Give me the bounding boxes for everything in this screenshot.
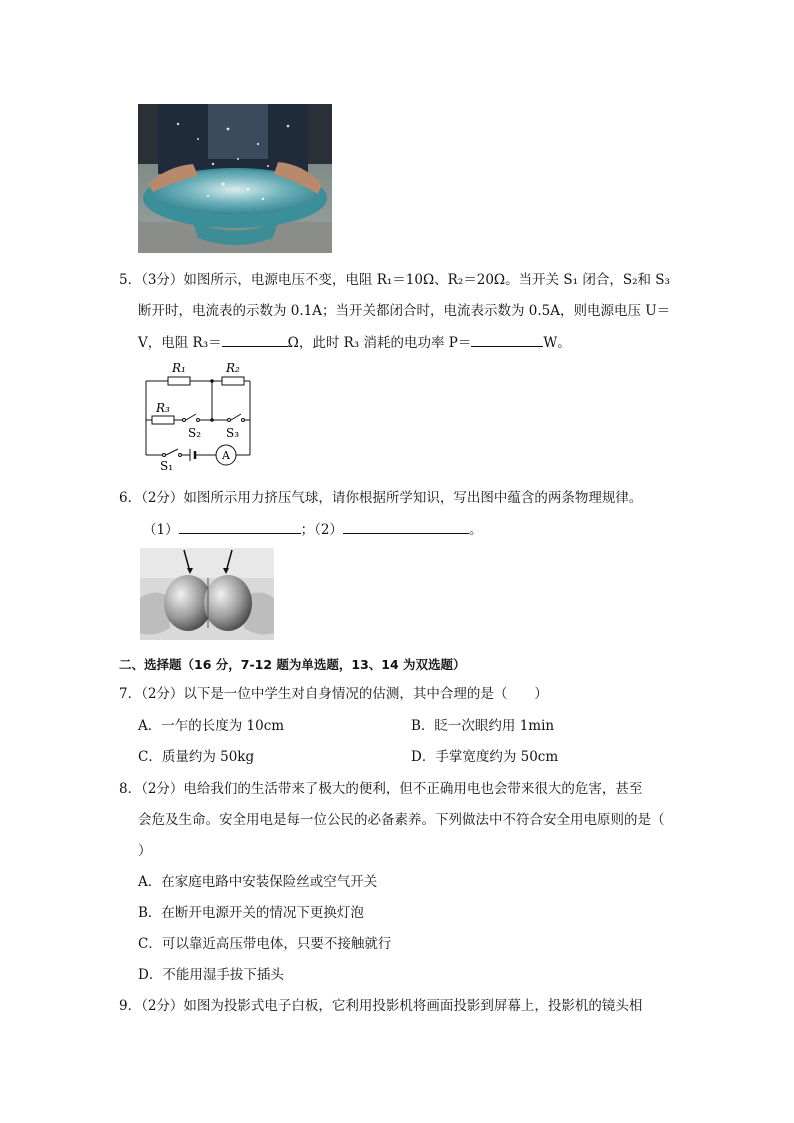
q5-blank-power[interactable] [471,334,543,347]
circuit-label-s2: S₂ [188,426,202,440]
q7-option-a[interactable]: A．一乍的长度为 10cm [138,718,285,734]
water-basin-photo [138,104,332,253]
section-heading: 二、选择题（16 分，7-12 题为单选题，13、14 为双选题） [119,657,466,672]
q7-option-b[interactable]: B．眨一次眼约用 1min [411,718,555,734]
q8-option-d[interactable]: D．不能用湿手拔下插头 [138,967,284,983]
q8-option-b[interactable]: B．在断开电源开关的情况下更换灯泡 [138,905,364,921]
q8-option-a[interactable]: A．在家庭电路中安装保险丝或空气开关 [138,874,378,890]
circuit-label-s1: S₁ [160,459,174,473]
q5-line1: 5．（3分）如图所示，电源电压不变，电阻 R₁＝10Ω、R₂＝20Ω。当开关 S₁ 闭合，S₂和 S₃ [119,272,670,288]
q6-part2-label: ；（2） [300,522,343,538]
q6-end: 。 [468,522,483,538]
circuit-label-r1: R₁ [172,361,186,375]
q5-line3 [138,334,571,351]
q8-line3: ） [138,843,152,859]
q6-blank-1[interactable] [179,521,301,534]
q6-line2 [143,521,482,538]
q5-line3-part-a: V，电阻 R₃＝ [138,335,222,351]
q5-line2: 断开时，电流表的示数为 0.1A；当开关都闭合时，电流表示数为 0.5A，则电源电压 U＝ [138,303,671,319]
balloon-photo [140,548,274,640]
q8-option-c[interactable]: C．可以靠近高压带电体，只要不接触就行 [138,936,392,952]
q8-line1: 8．（2分）电给我们的生活带来了极大的便利，但不正确用电也会带来很大的危害，甚至 [119,781,643,797]
q6-line1: 6．（2分）如图所示用力挤压气球，请你根据所学知识，写出图中蕴含的两条物理规律。 [119,490,643,506]
q7-option-c[interactable]: C．质量约为 50kg [138,749,255,765]
circuit-diagram [138,358,256,474]
q7-option-d[interactable]: D．手掌宽度约为 50cm [411,749,559,765]
q5-blank-r3[interactable] [222,334,288,347]
q6-blank-2[interactable] [343,521,469,534]
q6-part1-label: （1） [143,522,179,538]
q8-line2: 会危及生命。安全用电是每一位公民的必备素养。下列做法中不符合安全用电原则的是（ [138,812,665,828]
q9-line1: 9．（2分）如图为投影式电子白板，它利用投影机将画面投影到屏幕上，投影机的镜头相 [119,998,643,1014]
q5-line3-part-b: Ω，此时 R₃ 消耗的电功率 P＝ [287,335,472,351]
circuit-label-r2: R₂ [226,361,240,375]
circuit-label-r3: R₃ [156,401,170,415]
circuit-label-s3: S₃ [226,426,240,440]
q7-stem: 7．（2分）以下是一位中学生对自身情况的估测，其中合理的是（ ） [119,686,548,702]
circuit-ammeter-label: A [222,449,230,462]
q5-line3-part-c: W。 [543,335,571,351]
